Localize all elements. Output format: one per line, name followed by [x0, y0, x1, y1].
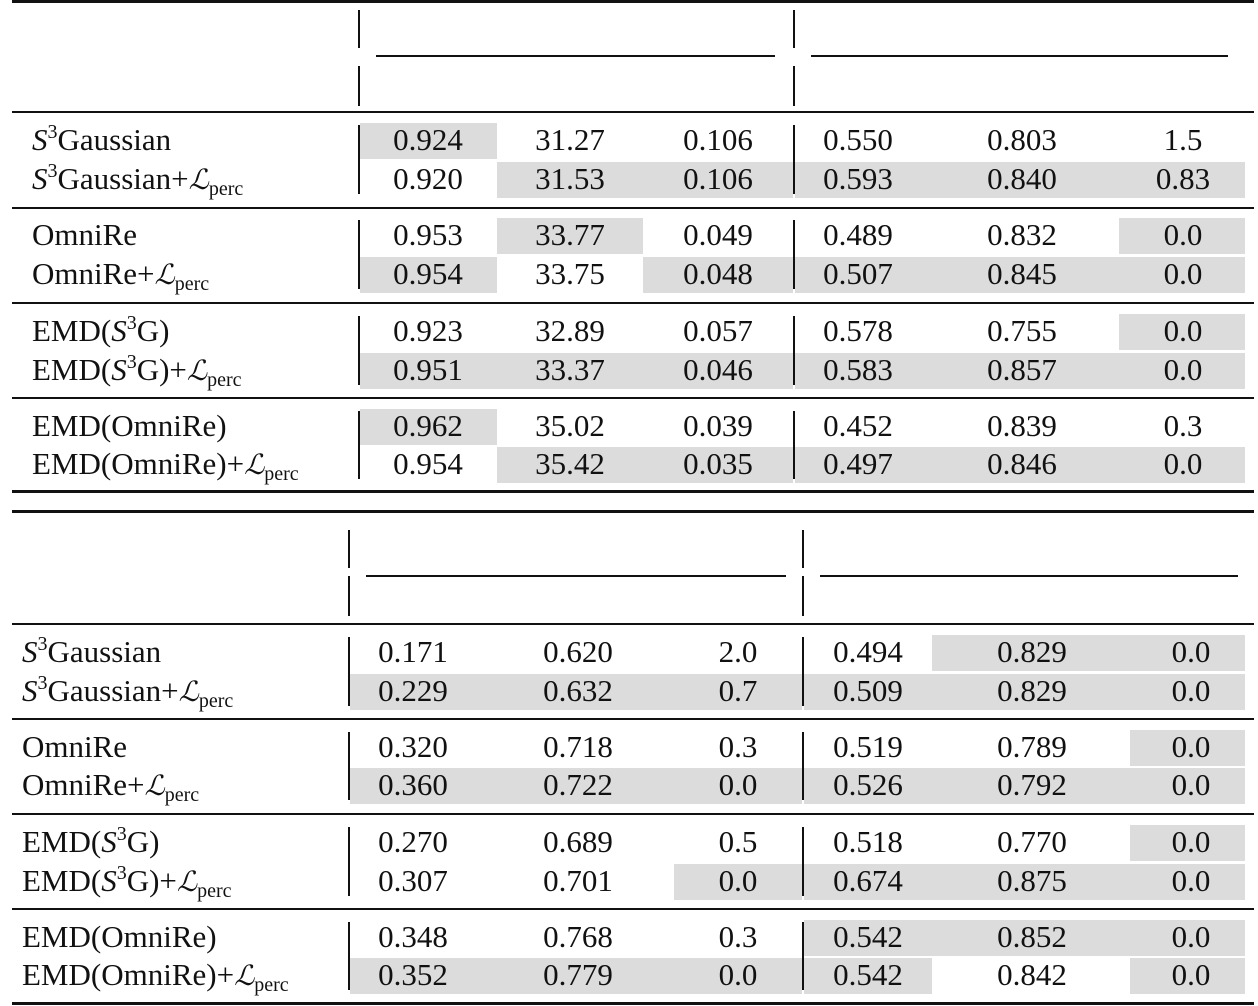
metric-cell: 0.593	[823, 161, 893, 196]
metric-cell: 0.829	[997, 634, 1067, 669]
method-name: OmniRe	[22, 729, 128, 764]
metric-cell: 0.578	[823, 313, 893, 348]
top-rule	[12, 0, 1254, 3]
metric-cell: 0.452	[823, 408, 893, 443]
metric-cell: 0.923	[393, 313, 463, 348]
metric-cell: 0.839	[987, 408, 1057, 443]
metric-cell: 0.755	[987, 313, 1057, 348]
method-label	[22, 862, 232, 901]
method-label	[22, 918, 217, 956]
metric-cell: 35.42	[535, 446, 605, 481]
metric-cell: 0.0	[1171, 863, 1211, 898]
metric-cell: 0.718	[543, 729, 613, 764]
column-separator	[793, 66, 795, 106]
superscript: 3	[37, 672, 48, 694]
metric-cell: 0.632	[543, 673, 613, 708]
column-separator	[348, 530, 350, 568]
results-table	[0, 0, 1258, 494]
method-label	[32, 312, 169, 350]
group-underline	[811, 55, 1228, 57]
metric-cell: 0.0	[1163, 256, 1203, 291]
method-name: Gaussian+	[57, 161, 189, 196]
loss-subscript: perc	[208, 178, 244, 200]
metric-cell: 0.779	[543, 957, 613, 992]
method-name: EMD(OmniRe)	[22, 919, 217, 954]
metric-cell: 0.0	[1163, 217, 1203, 252]
group-rule	[12, 302, 1254, 304]
method-name: G)	[126, 824, 160, 859]
metric-cell: 2.0	[718, 634, 758, 669]
perceptual-loss-symbol: ℒ	[154, 258, 175, 291]
metric-cell: 0.039	[683, 408, 753, 443]
metric-cell: 0.171	[378, 634, 448, 669]
metric-cell: 0.875	[997, 863, 1067, 898]
metric-cell: 0.840	[987, 161, 1057, 196]
group-rule	[12, 813, 1254, 815]
method-name: EMD(OmniRe)+	[22, 957, 235, 992]
metric-cell: 0.3	[718, 729, 758, 764]
method-name: EMD(OmniRe)+	[32, 446, 245, 481]
metric-cell: 0.494	[833, 634, 903, 669]
perceptual-loss-symbol: ℒ	[178, 675, 199, 708]
metric-cell: 0.550	[823, 122, 893, 157]
metric-cell: 0.920	[393, 161, 463, 196]
method-label	[32, 351, 242, 390]
group-rule	[12, 908, 1254, 910]
metric-cell: 0.83	[1155, 161, 1211, 196]
group-underline	[820, 575, 1238, 577]
metric-cell: 0.507	[823, 256, 893, 291]
metric-cell: 0.3	[718, 919, 758, 954]
method-label	[22, 956, 289, 995]
column-separator	[348, 576, 350, 616]
method-label	[22, 823, 159, 861]
group-underline	[366, 575, 786, 577]
method-name: Gaussian	[57, 122, 172, 157]
italic-s: S	[22, 634, 38, 669]
metric-cell: 0.924	[393, 122, 463, 157]
perceptual-loss-symbol: ℒ	[176, 865, 198, 898]
header-rule	[12, 111, 1254, 113]
method-name: G)	[136, 313, 170, 348]
metric-cell: 0.0	[1171, 767, 1211, 802]
bottom-rule	[12, 490, 1254, 493]
metric-cell: 0.674	[833, 863, 903, 898]
group-underline	[376, 55, 775, 57]
metric-cell: 0.542	[833, 957, 903, 992]
metric-cell: 0.360	[378, 767, 448, 802]
metric-cell: 0.035	[683, 446, 753, 481]
metric-cell: 0.5	[718, 824, 758, 859]
method-label	[32, 255, 209, 294]
metric-cell: 0.768	[543, 919, 613, 954]
italic-s: S	[32, 161, 48, 196]
method-label	[32, 407, 227, 445]
metric-cell: 0.519	[833, 729, 903, 764]
metric-cell: 0.803	[987, 122, 1057, 157]
loss-subscript: perc	[254, 974, 289, 996]
method-name: Gaussian	[47, 634, 162, 669]
column-separator	[358, 10, 360, 48]
metric-cell: 0.0	[1163, 446, 1203, 481]
header-rule	[12, 623, 1254, 625]
superscript: 3	[116, 862, 127, 884]
metric-cell: 31.53	[535, 161, 605, 196]
metric-cell: 0.3	[1163, 408, 1203, 443]
metric-cell: 0.857	[987, 352, 1057, 387]
metric-cell: 0.270	[378, 824, 448, 859]
loss-subscript: perc	[198, 690, 234, 712]
method-name: OmniRe+	[32, 256, 155, 291]
italic-s: S	[101, 863, 117, 898]
metric-cell: 0.0	[1171, 824, 1211, 859]
metric-cell: 0.497	[823, 446, 893, 481]
metric-cell: 32.89	[535, 313, 605, 348]
method-name: G)+	[126, 863, 177, 898]
metric-cell: 0.048	[683, 256, 753, 291]
method-name: OmniRe+	[22, 767, 145, 802]
metric-cell: 0.583	[823, 352, 893, 387]
metric-cell: 0.0	[1171, 919, 1211, 954]
group-rule	[12, 718, 1254, 720]
metric-cell: 0.789	[997, 729, 1067, 764]
metric-cell: 0.0	[1171, 673, 1211, 708]
method-prefix: EMD(	[32, 352, 112, 387]
metric-cell: 0.689	[543, 824, 613, 859]
method-prefix: EMD(	[22, 863, 102, 898]
perceptual-loss-symbol: ℒ	[244, 448, 265, 481]
superscript: 3	[116, 823, 127, 845]
metric-cell: 0.7	[718, 673, 758, 708]
metric-cell: 0.842	[997, 957, 1067, 992]
metric-cell: 33.77	[535, 217, 605, 252]
group-rule	[12, 207, 1254, 209]
loss-subscript: perc	[174, 273, 210, 295]
method-label	[32, 445, 299, 484]
method-prefix: EMD(	[32, 313, 112, 348]
metric-cell: 0.701	[543, 863, 613, 898]
metric-cell: 0.0	[1171, 957, 1211, 992]
metric-cell: 0.0	[1163, 313, 1203, 348]
perceptual-loss-symbol: ℒ	[186, 354, 208, 387]
top-rule	[12, 510, 1254, 513]
group-rule	[12, 397, 1254, 399]
method-label	[22, 766, 199, 805]
metric-cell: 0.0	[718, 767, 758, 802]
metric-cell: 33.37	[535, 352, 605, 387]
method-name: EMD(OmniRe)	[32, 408, 227, 443]
metric-cell: 0.0	[718, 863, 758, 898]
italic-s: S	[22, 673, 38, 708]
metric-cell: 35.02	[535, 408, 605, 443]
method-label	[32, 160, 243, 199]
metric-cell: 0.954	[393, 446, 463, 481]
method-label	[32, 121, 171, 159]
method-label	[22, 728, 127, 766]
loss-subscript: perc	[264, 463, 299, 485]
metric-cell: 0.846	[987, 446, 1057, 481]
italic-s: S	[101, 824, 117, 859]
metric-cell: 0.348	[378, 919, 448, 954]
metric-cell: 0.832	[987, 217, 1057, 252]
metric-cell: 0.0	[1171, 729, 1211, 764]
metric-cell: 0.0	[1171, 634, 1211, 669]
metric-cell: 0.518	[833, 824, 903, 859]
metric-cell: 33.75	[535, 256, 605, 291]
metric-cell: 0.845	[987, 256, 1057, 291]
perceptual-loss-symbol: ℒ	[234, 959, 255, 992]
metric-cell: 0.0	[1163, 352, 1203, 387]
metric-cell: 0.057	[683, 313, 753, 348]
italic-s: S	[111, 352, 127, 387]
method-name: Gaussian+	[47, 673, 179, 708]
method-prefix: EMD(	[22, 824, 102, 859]
metric-cell: 0.320	[378, 729, 448, 764]
metric-cell: 0.620	[543, 634, 613, 669]
metric-cell: 0.0	[718, 957, 758, 992]
metric-cell: 0.509	[833, 673, 903, 708]
column-separator	[793, 10, 795, 48]
superscript: 3	[37, 633, 48, 655]
metric-cell: 0.046	[683, 352, 753, 387]
metric-cell: 31.27	[535, 122, 605, 157]
perceptual-loss-symbol: ℒ	[144, 769, 165, 802]
method-label	[22, 672, 233, 711]
column-separator	[802, 530, 804, 568]
metric-cell: 1.5	[1163, 122, 1203, 157]
superscript: 3	[47, 160, 58, 182]
method-label	[22, 633, 161, 671]
italic-s: S	[111, 313, 127, 348]
metric-cell: 0.352	[378, 957, 448, 992]
metric-cell: 0.951	[393, 352, 463, 387]
metric-cell: 0.852	[997, 919, 1067, 954]
superscript: 3	[126, 312, 137, 334]
metric-cell: 0.542	[833, 919, 903, 954]
metric-cell: 0.954	[393, 256, 463, 291]
metric-cell: 0.489	[823, 217, 893, 252]
results-table	[0, 510, 1258, 1006]
loss-subscript: perc	[164, 784, 200, 806]
column-separator	[802, 576, 804, 616]
bottom-rule	[12, 1002, 1254, 1005]
metric-cell: 0.106	[683, 161, 753, 196]
metric-cell: 0.526	[833, 767, 903, 802]
method-name: G)+	[136, 352, 187, 387]
metric-cell: 0.792	[997, 767, 1067, 802]
superscript: 3	[126, 351, 137, 373]
method-label	[32, 216, 137, 254]
metric-cell: 0.049	[683, 217, 753, 252]
metric-cell: 0.722	[543, 767, 613, 802]
italic-s: S	[32, 122, 48, 157]
metric-cell: 0.953	[393, 217, 463, 252]
loss-subscript: perc	[197, 880, 232, 902]
metric-cell: 0.962	[393, 408, 463, 443]
metric-cell: 0.307	[378, 863, 448, 898]
loss-subscript: perc	[207, 369, 242, 391]
metric-cell: 0.829	[997, 673, 1067, 708]
column-separator	[358, 66, 360, 106]
superscript: 3	[47, 121, 58, 143]
method-name: OmniRe	[32, 217, 138, 252]
metric-cell: 0.770	[997, 824, 1067, 859]
perceptual-loss-symbol: ℒ	[188, 163, 209, 196]
metric-cell: 0.106	[683, 122, 753, 157]
metric-cell: 0.229	[378, 673, 448, 708]
